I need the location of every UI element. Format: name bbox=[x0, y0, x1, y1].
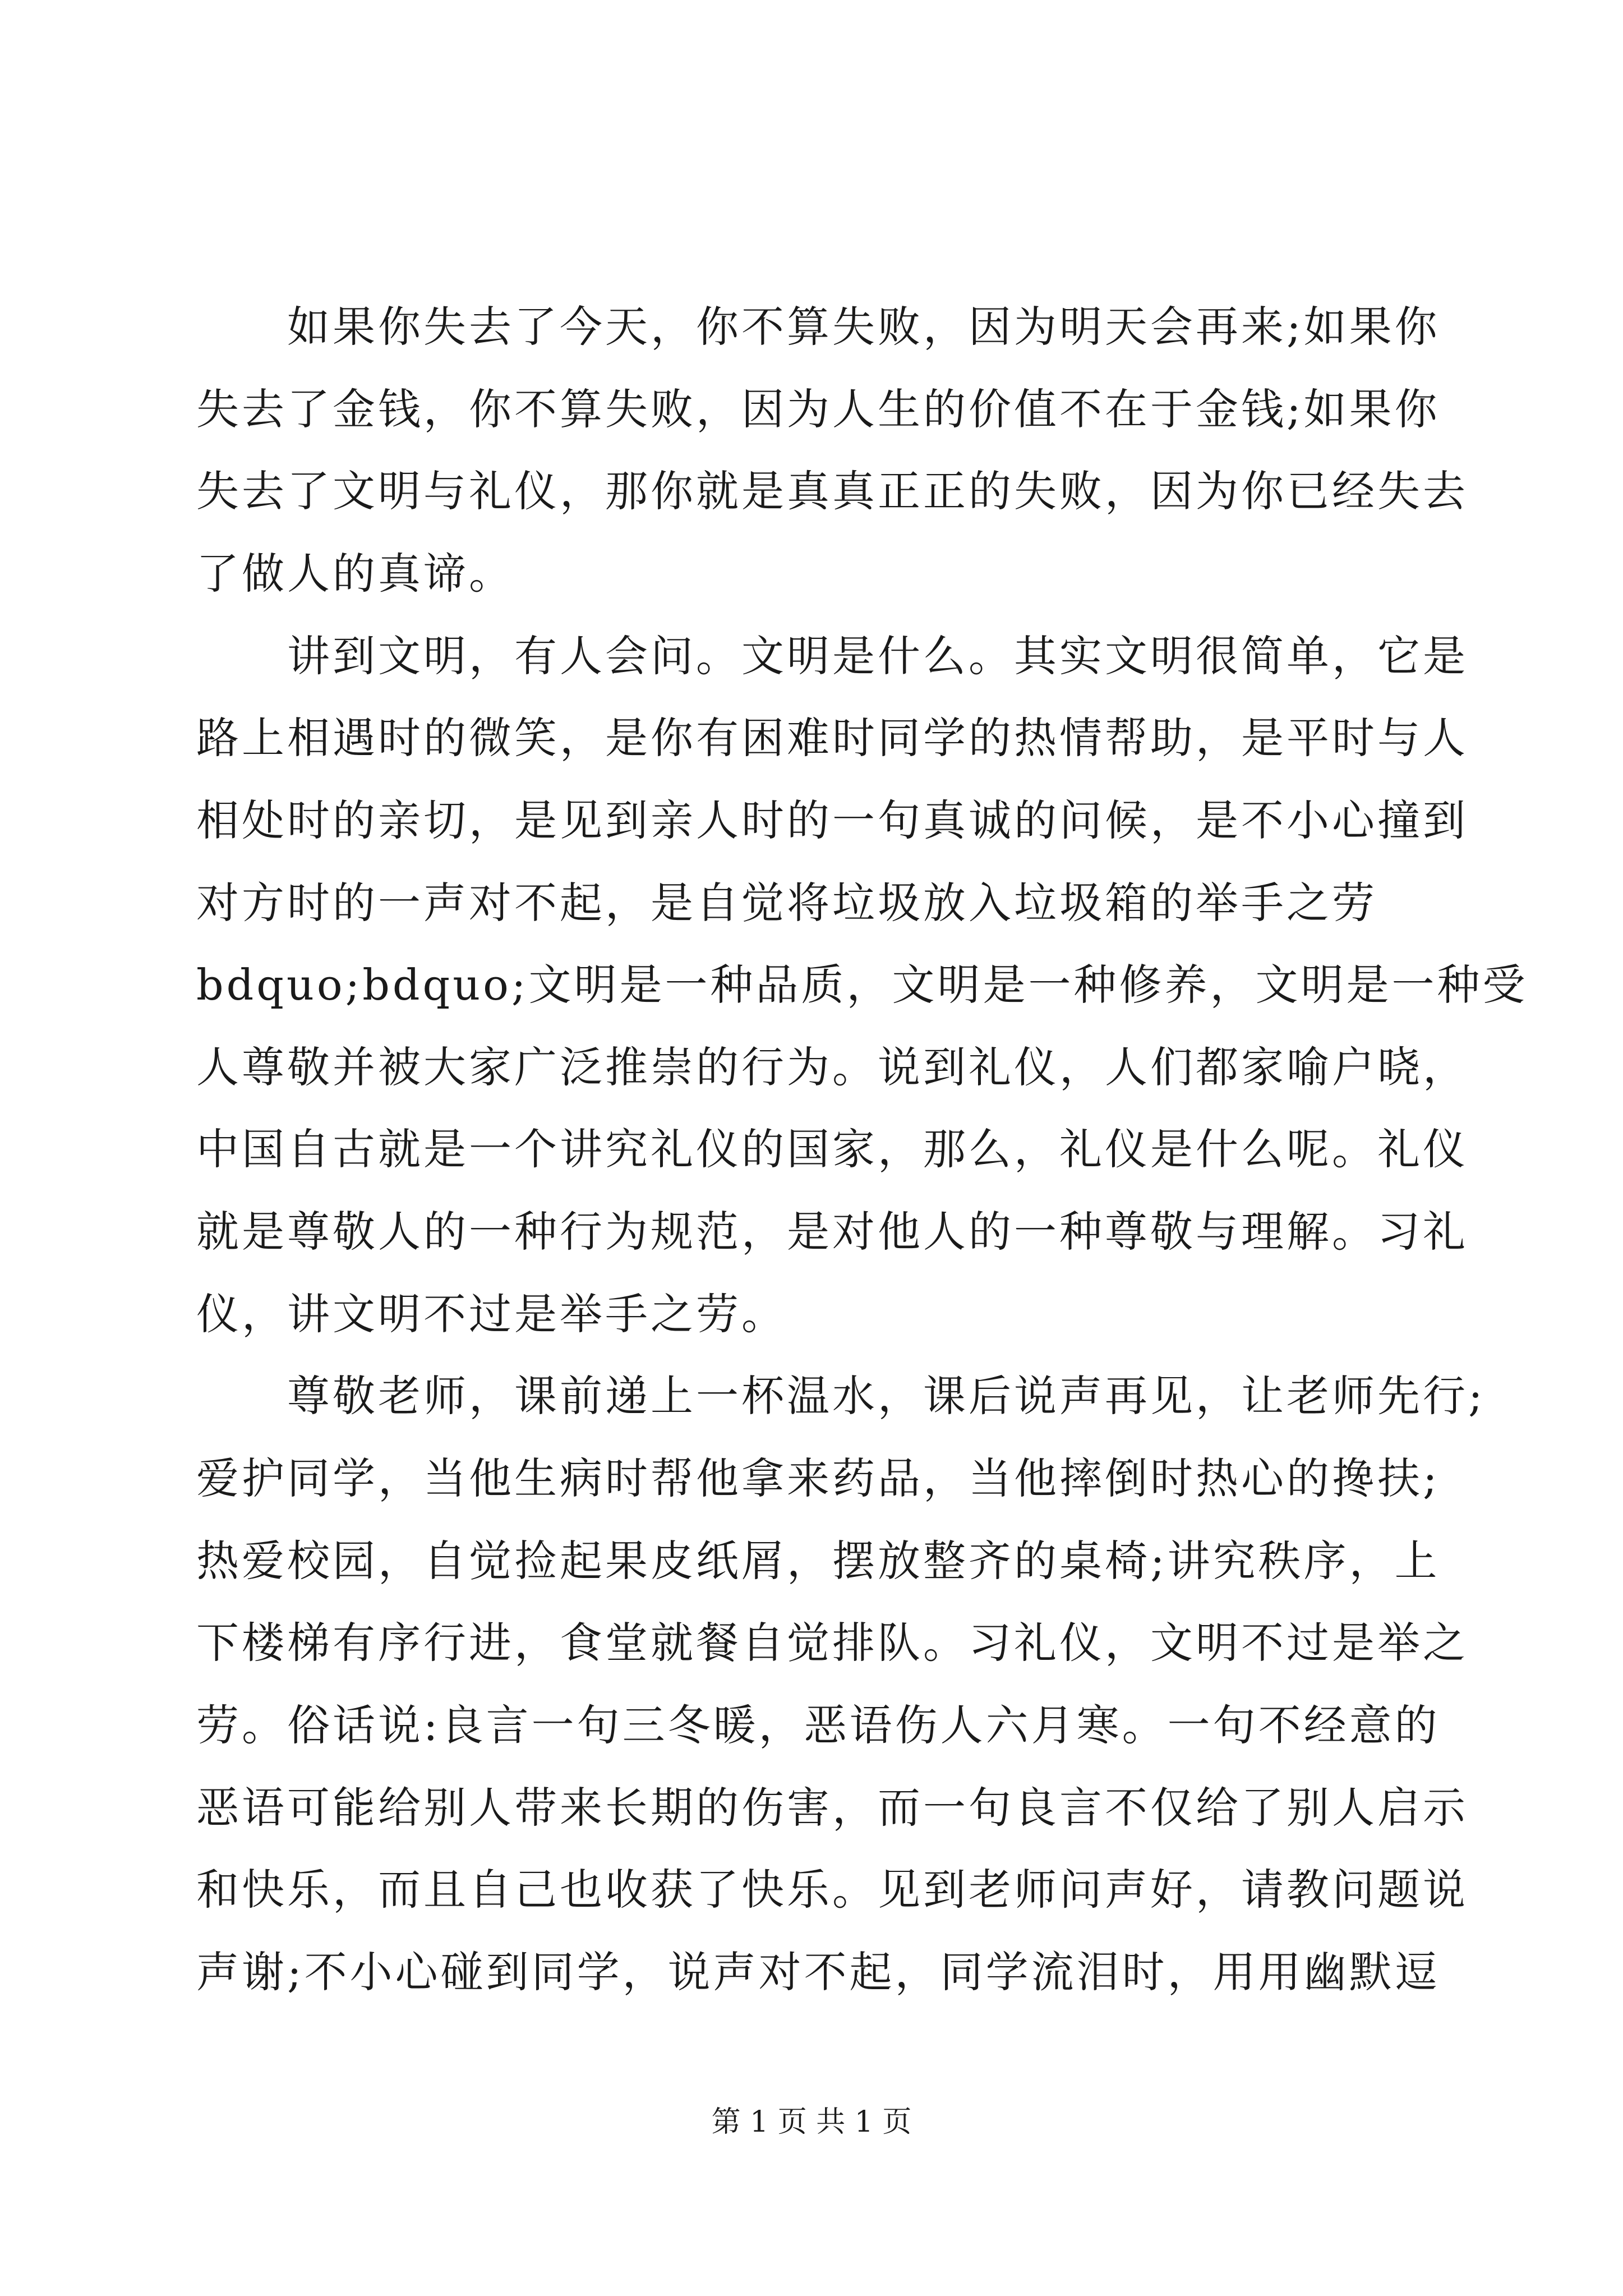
text-line: 尊敬老师，课前递上一杯温水，课后说声再见，让老师先行; bbox=[196, 1371, 1486, 1421]
text-line: 下楼梯有序行进，食堂就餐自觉排队。习礼仪，文明不过是举之 bbox=[196, 1618, 1468, 1668]
text-line: 讲到文明，有人会问。文明是什么。其实文明很简单，它是 bbox=[196, 631, 1468, 681]
text-line: 失去了文明与礼仪，那你就是真真正正的失败，因为你已经失去 bbox=[196, 466, 1468, 516]
text-line: 失去了金钱，你不算失败，因为人生的价值不在于金钱;如果你 bbox=[196, 384, 1440, 434]
page-number-footer: 第 1 页 共 1 页 bbox=[711, 2105, 912, 2139]
text-line: 爱护同学，当他生病时帮他拿来药品，当他摔倒时热心的搀扶; bbox=[196, 1453, 1440, 1503]
text-line: 仪，讲文明不过是举手之劳。 bbox=[196, 1289, 787, 1339]
text-line: 声谢;不小心碰到同学，说声对不起，同学流泪时，用用幽默逗 bbox=[196, 1947, 1440, 1997]
text-line: 相处时的亲切，是见到亲人时的一句真诚的问候，是不小心撞到 bbox=[196, 795, 1468, 845]
text-line: 对方时的一声对不起，是自觉将垃圾放入垃圾箱的举手之劳 bbox=[196, 878, 1377, 928]
text-line: 恶语可能给别人带来长期的伤害，而一句良言不仅给了别人启示 bbox=[196, 1783, 1468, 1833]
text-line: 热爱校园，自觉捡起果皮纸屑，摆放整齐的桌椅;讲究秩序，上 bbox=[196, 1536, 1440, 1586]
text-line: 就是尊敬人的一种行为规范，是对他人的一种尊敬与理解。习礼 bbox=[196, 1207, 1468, 1257]
text-line: 路上相遇时的微笑，是你有困难时同学的热情帮助，是平时与人 bbox=[196, 713, 1468, 763]
text-line: 和快乐，而且自己也收获了快乐。见到老师问声好，请教问题说 bbox=[196, 1865, 1468, 1915]
text-line: 人尊敬并被大家广泛推崇的行为。说到礼仪，人们都家喻户晓， bbox=[196, 1042, 1468, 1092]
text-line: 中国自古就是一个讲究礼仪的国家，那么，礼仪是什么呢。礼仪 bbox=[196, 1124, 1468, 1174]
text-line: bdquo;bdquo;文明是一种品质，文明是一种修养，文明是一种受 bbox=[196, 960, 1528, 1010]
text-line: 如果你失去了今天，你不算失败，因为明天会再来;如果你 bbox=[196, 302, 1440, 352]
text-line: 劳。俗话说:良言一句三冬暖，恶语伤人六月寒。一句不经意的 bbox=[196, 1700, 1440, 1750]
text-line: 了做人的真谛。 bbox=[196, 549, 514, 599]
